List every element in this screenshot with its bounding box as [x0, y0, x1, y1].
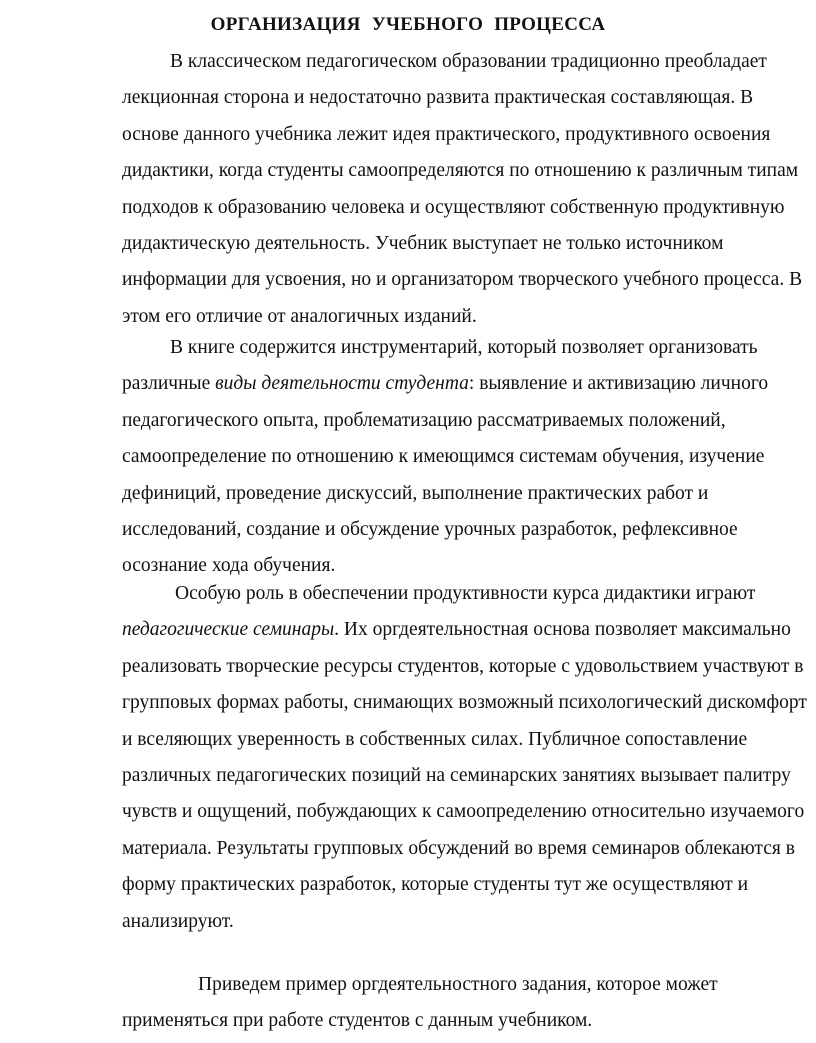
paragraph-seminars-text-start: Особую роль в обеспечении продуктивности курса дидактики играют — [175, 583, 756, 604]
page-title: ОРГАНИЗАЦИЯ УЧЕБНОГО ПРОЦЕССА — [210, 14, 606, 35]
paragraph-toolkit-text-start: В книге содержится инструментарий, который позволяет организовать различные — [122, 337, 758, 395]
paragraph-classical-education: В классическом педагогическом образовании традиционно преобладает лекционная сторона и недостаточно развита практическая составляющая. В основе данного учебника лежит идея практического, продуктивного освоения дидактики, когда студенты самоопределяются по отношению к различным типам подходов к образованию человека и осуществляют собственную продуктивную дидактическую деятельность. Учебник выступает не только источником информации для усвоения, но и организатором творческого учебного процесса. В этом его отличие от аналогичных изданий. — [122, 51, 803, 327]
paragraph-seminars-text-end: . Их оргдеятельностная основа позволяет максимально реализовать творческие ресурсы студентов, которые с удовольствием участвуют в групповых формах работы, снимающих возможный психологический дискомфорт и вселяющих уверенность в собственных силах. Публичное сопоставление различных педагогических позиций на семинарских занятиях вызывает палитру чувств и ощущений, побуждающих к самоопределению относительно изучаемого материала. Результаты групповых обсуждений во время семинаров облекаются в форму практических разработок, которые студенты тут же осуществляют и анализируют. — [122, 619, 807, 932]
paragraph-seminars — [122, 576, 812, 940]
paragraph-toolkit-text-end: : выявление и активизацию личного педагогического опыта, проблематизацию рассматриваемых положений, самоопределение по отношению к имеющимся системам обучения, изучение дефиниций, проведение дискуссий, выполнение практических работ и исследований, создание и обсуждение урочных разработок, рефлексивное осознание хода обучения. — [122, 373, 769, 577]
paragraph-toolkit — [122, 330, 812, 585]
emphasis-student-activities: виды деятельности студента — [215, 373, 469, 395]
emphasis-pedagogical-seminars: педагогические семинары — [122, 619, 335, 641]
paragraph-example-task: Приведем пример оргдеятельностного задания, которое может применяться при работе студентов с данным учебником. — [122, 974, 718, 1032]
